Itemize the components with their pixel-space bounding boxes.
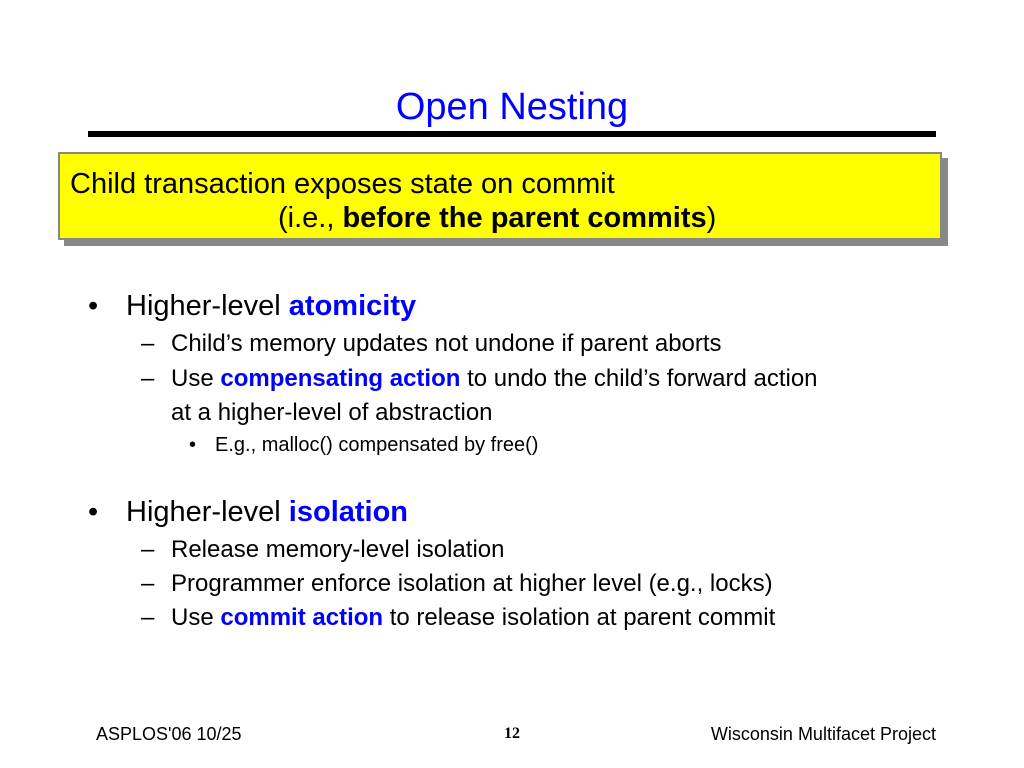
bullet-highlight-atomicity: atomicity [288,290,417,322]
highlight-commit-action: commit action [220,604,384,631]
title-divider [88,131,936,137]
sub-sub-item-text: E.g., malloc() compensated by free() [215,434,539,456]
sub-item-text: Release memory-level isolation [171,536,505,563]
sub-item-release-isolation [141,535,505,565]
sub-item-child-updates [141,329,722,359]
sub-item-continuation: at a higher-level of abstraction [171,399,493,426]
dash-glyph: – [141,365,155,392]
bullet-prefix: Higher-level [126,496,289,528]
callout-line-1: Child transaction exposes state on commit [70,168,615,200]
sub-item-suffix: to release isolation at parent commit [383,604,776,631]
sub-sub-item-malloc [189,433,539,457]
bullet-glyph: • [88,290,99,322]
dash-glyph: – [141,330,155,357]
sub-item-text [171,364,818,394]
sub-item-text: Child’s memory updates not undone if parent aborts [171,330,722,357]
dash-glyph: – [141,536,155,563]
bullet-prefix: Higher-level [126,290,289,322]
callout-line-2-suffix: ) [706,202,717,234]
callout-line-2-bold: before the parent commits [342,202,707,234]
sub-item-compensating-action [141,364,818,394]
bullet-atomicity [88,289,417,323]
bullet-highlight-isolation: isolation [288,496,409,528]
slide-title: Open Nesting [395,86,629,128]
callout-line-2-prefix: (i.e., [278,202,343,234]
bullet-glyph: • [88,496,99,528]
footer-left: ASPLOS'06 10/25 [96,724,242,744]
page-number: 12 [504,725,520,742]
callout-line-2 [278,200,716,236]
dash-glyph: – [141,570,155,597]
dash-glyph: – [141,604,155,631]
sub-item-text [171,603,775,633]
sub-item-text: Programmer enforce isolation at higher level (e.g., locks) [171,570,773,597]
footer-right: Wisconsin Multifacet Project [710,724,936,744]
sub-item-suffix: to undo the child’s forward action [460,365,818,392]
bullet-glyph: • [189,434,197,456]
sub-item-prefix: Use [171,604,221,631]
callout-box [58,152,942,240]
bullet-atomicity-text [126,289,416,323]
sub-item-programmer-enforce [141,569,773,599]
bullet-isolation-text [126,495,408,529]
highlight-compensating-action: compensating action [220,365,461,392]
sub-item-commit-action [141,603,776,633]
sub-item-prefix: Use [171,365,221,392]
bullet-isolation [88,495,409,529]
